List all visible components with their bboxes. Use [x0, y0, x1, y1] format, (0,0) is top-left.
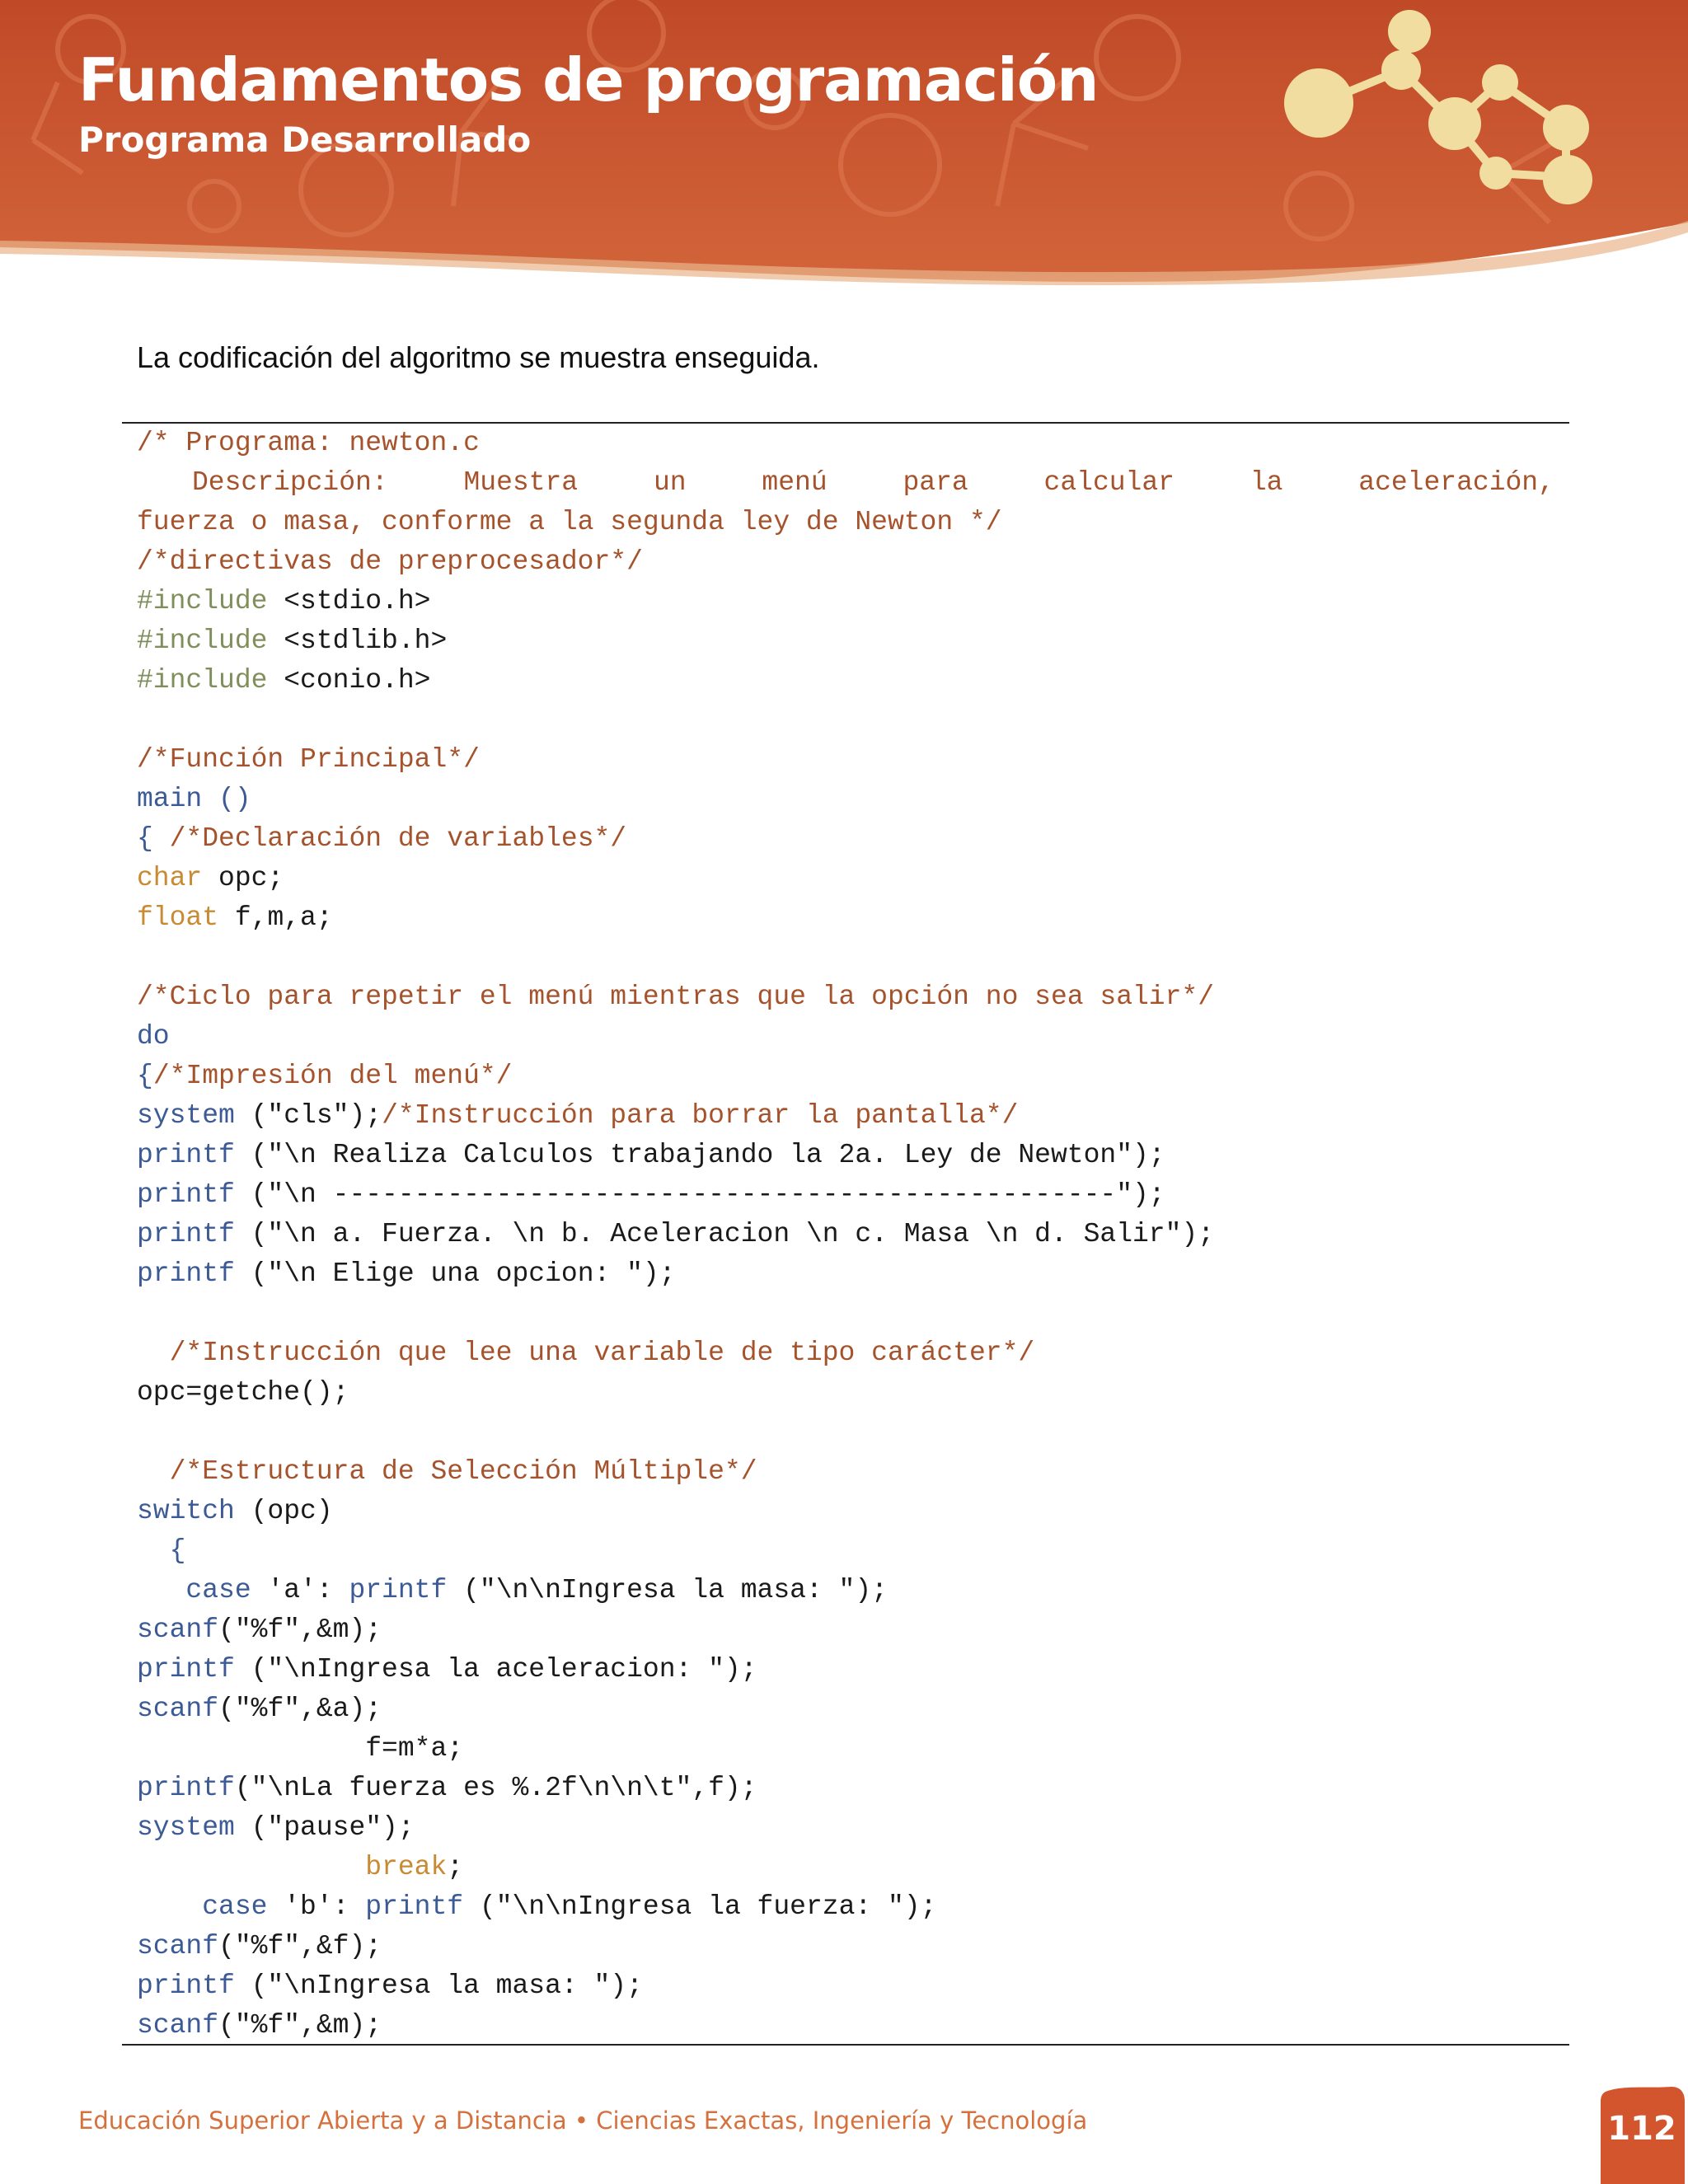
code-blank-line — [137, 1294, 1554, 1333]
code-line: case 'b': printf ("\n\nIngresa la fuerza: "); — [137, 1891, 937, 1922]
code-line: system ("cls");/*Instrucción para borrar la pantalla*/ — [137, 1100, 1019, 1131]
footer-text — [78, 2107, 1087, 2135]
code-line: { — [137, 1535, 186, 1566]
code-line: break; — [365, 1852, 464, 1882]
code-line: /*Ciclo para repetir el menú mientras que la opción no sea salir*/ — [137, 982, 1215, 1012]
code-line: printf ("\n a. Fuerza. \n b. Aceleracion \n c. Masa \n d. Salir"); — [137, 1219, 1215, 1249]
code-line: printf ("\n Elige una opcion: "); — [137, 1258, 676, 1289]
code-line: float f,m,a; — [137, 902, 333, 933]
code-bottom-rule — [122, 2044, 1569, 2046]
code-line: #include <conio.h> — [137, 665, 431, 696]
code-line: printf ("\n Realiza Calculos trabajando la 2a. Ley de Newton"); — [137, 1140, 1165, 1170]
code-line: scanf("%f",&m); — [137, 1615, 382, 1645]
code-line: /* Programa: newton.c — [137, 428, 480, 458]
footer-separator: • — [574, 2107, 588, 2135]
code-line: Descripción: Muestra un menú para calcular la aceleración, — [192, 467, 1554, 498]
code-line: switch (opc) — [137, 1496, 333, 1526]
code-line: printf ("\nIngresa la aceleracion: "); — [137, 1654, 757, 1685]
code-line: printf("\nLa fuerza es %.2f\n\n\t",f); — [137, 1773, 757, 1803]
code-line: main () — [137, 784, 251, 814]
header-banner — [0, 0, 1688, 297]
code-line: char opc; — [137, 863, 284, 893]
code-line: do — [137, 1021, 170, 1052]
code-line: opc=getche(); — [137, 1377, 349, 1408]
code-line: /*Estructura de Selección Múltiple*/ — [137, 1456, 757, 1487]
code-line: {/*Impresión del menú*/ — [137, 1061, 513, 1091]
code-line: /*Instrucción que lee una variable de tipo carácter*/ — [137, 1338, 1035, 1368]
footer-division: Ciencias Exactas, Ingeniería y Tecnología — [596, 2107, 1088, 2135]
code-listing — [137, 424, 1554, 2046]
code-line: scanf("%f",&a); — [137, 1694, 382, 1724]
code-line: case 'a': printf ("\n\nIngresa la masa: "); — [137, 1575, 888, 1605]
code-line: scanf("%f",&f); — [137, 1931, 382, 1961]
code-line: /*Función Principal*/ — [137, 744, 480, 775]
code-line: scanf("%f",&m); — [137, 2010, 382, 2041]
code-line: printf ("\nIngresa la masa: "); — [137, 1971, 643, 2001]
code-line: #include <stdio.h> — [137, 586, 431, 616]
code-line: f=m*a; — [137, 1733, 464, 1764]
page-title: Fundamentos de programación — [78, 45, 1099, 115]
page-subtitle: Programa Desarrollado — [78, 120, 532, 160]
page-number: 112 — [1607, 2110, 1676, 2148]
intro-paragraph: La codificación del algoritmo se muestra enseguida. — [137, 340, 820, 374]
code-line: fuerza o masa, conforme a la segunda ley de Newton */ — [137, 507, 1002, 537]
code-blank-line — [137, 701, 1554, 740]
footer-institution: Educación Superior Abierta y a Distancia — [78, 2107, 567, 2135]
code-blank-line — [137, 1413, 1554, 1452]
code-line: printf ("\n ------------------------------------------------"); — [137, 1179, 1165, 1210]
code-line: system ("pause"); — [137, 1812, 415, 1843]
code-line: #include <stdlib.h> — [137, 626, 448, 656]
code-blank-line — [137, 938, 1554, 977]
code-line: /*directivas de preprocesador*/ — [137, 546, 643, 577]
code-line: { /*Declaración de variables*/ — [137, 823, 627, 854]
